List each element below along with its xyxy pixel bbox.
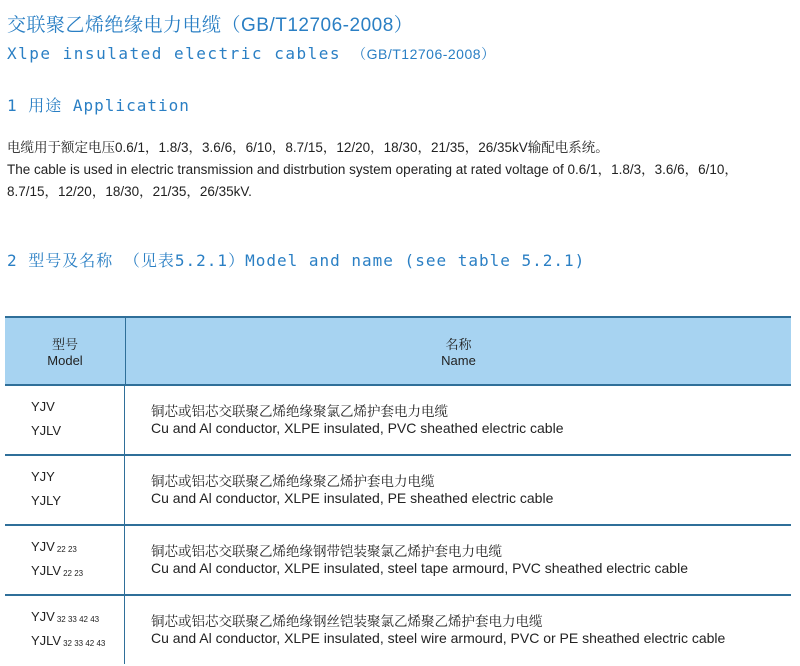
model-cell	[5, 456, 125, 524]
model-code: YJLV	[31, 563, 62, 578]
name-cell	[125, 456, 791, 524]
table-row	[5, 526, 791, 596]
name-cell	[125, 526, 791, 594]
model-suffix: 22 23	[63, 569, 84, 578]
header-model-en: Model	[47, 353, 83, 368]
name-en: Cu and Al conductor, XLPE insulated, steel wire armourd, PVC or PE sheathed electric cable	[151, 630, 726, 646]
name-cn: 铜芯或铝芯交联聚乙烯绝缘钢带铠装聚氯乙烯护套电力电缆	[151, 544, 502, 559]
name-en: Cu and Al conductor, XLPE insulated, steel tape armourd, PVC sheathed electric cable	[151, 560, 688, 576]
application-text-en-line2: 8.7/15，12/20，18/30，21/35，26/35kV.	[7, 184, 252, 199]
section-heading-application: 1 用途 Application	[7, 96, 190, 115]
name-cn: 铜芯或铝芯交联聚乙烯绝缘钢丝铠装聚氯乙烯聚乙烯护套电力电缆	[151, 614, 543, 629]
subtitle-standard: （GB/T12706-2008）	[352, 46, 496, 62]
model-code: YJLY	[31, 493, 62, 508]
name-cn: 铜芯或铝芯交联聚乙烯绝缘聚氯乙烯护套电力电缆	[151, 404, 448, 419]
table-row	[5, 596, 791, 664]
table-header	[5, 316, 791, 386]
model-code: YJV	[31, 399, 55, 414]
name-cell	[125, 596, 791, 664]
model-code: YJV	[31, 609, 55, 624]
model-suffix: 32 33 42 43	[56, 615, 100, 624]
name-en: Cu and Al conductor, XLPE insulated, PVC sheathed electric cable	[151, 420, 564, 436]
application-text-en-line1: The cable is used in electric transmission and distrbution system operating at rated voltage of 0.6/1，1.8/3，3.6/6，6/10，	[7, 162, 738, 177]
model-suffix: 32 33 42 43	[63, 639, 106, 648]
model-cell	[5, 596, 125, 664]
name-cn: 铜芯或铝芯交联聚乙烯绝缘聚乙烯护套电力电缆	[151, 474, 435, 489]
subtitle-text: Xlpe insulated electric cables	[7, 44, 341, 63]
header-model-cn: 型号	[51, 337, 78, 352]
header-name-cn: 名称	[445, 337, 472, 352]
name-cell	[125, 386, 791, 454]
application-text-cn: 电缆用于额定电压0.6/1，1.8/3，3.6/6，6/10，8.7/15，12/20，18/30，21/35，26/35kV输配电系统。	[7, 140, 609, 155]
model-code: YJLV	[31, 423, 62, 438]
page-subtitle	[7, 44, 496, 64]
model-cell	[5, 526, 125, 594]
table-row	[5, 456, 791, 526]
table-row	[5, 386, 791, 456]
page-title: 交联聚乙烯绝缘电力电缆（GB/T12706-2008）	[7, 15, 414, 36]
model-table	[5, 316, 791, 664]
header-name-cell	[126, 318, 791, 384]
model-cell	[5, 386, 125, 454]
section-heading-model: 2 型号及名称 （见表5.2.1）Model and name (see table 5.2.1)	[7, 251, 586, 270]
model-suffix: 22 23	[56, 545, 77, 554]
model-code: YJV	[31, 539, 55, 554]
model-code: YJY	[31, 469, 55, 484]
name-en: Cu and Al conductor, XLPE insulated, PE sheathed electric cable	[151, 490, 554, 506]
header-name-en: Name	[441, 353, 476, 368]
model-code: YJLV	[31, 633, 62, 648]
header-model-cell	[5, 318, 126, 384]
